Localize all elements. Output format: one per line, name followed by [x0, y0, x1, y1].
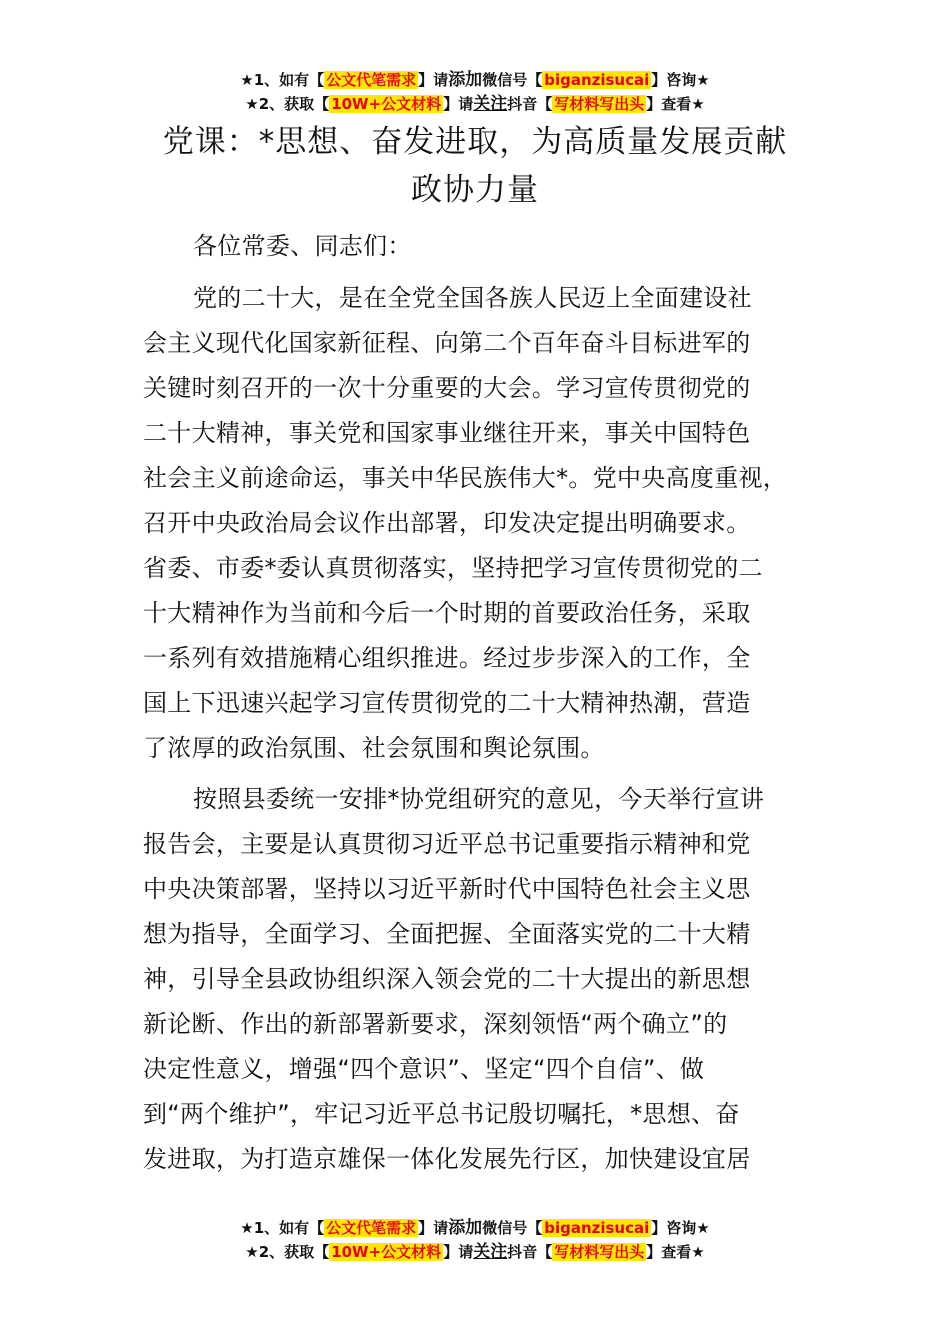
- paragraph-line: 报告会，主要是认真贯彻习近平总书记重要指示精神和党: [143, 830, 751, 858]
- promo-text: 微信号【: [482, 1219, 543, 1237]
- promo-text: ★1、如有【: [240, 1219, 325, 1237]
- paragraph-line: 决定性意义，增强“四个意识”、坚定“四个自信”、做: [143, 1055, 705, 1083]
- promo-highlight: 公文代笔需求: [326, 1219, 417, 1237]
- paragraph-line: 党的二十大，是在全党全国各族人民迈上全面建设社: [193, 284, 752, 312]
- paragraph-line: 国上下迅速兴起学习宣传贯彻党的二十大精神热潮，营造: [143, 689, 751, 717]
- paragraph-line: 社会主义前途命运，事关中华民族伟大*。党中央高度重视，: [143, 464, 788, 492]
- promo-highlight: 10W+公文材料: [331, 1243, 442, 1261]
- promo-text: ★2、获取【: [245, 1243, 330, 1261]
- paragraph-line: 中央决策部署，坚持以习近平新时代中国特色社会主义思: [143, 875, 751, 903]
- document-title: [90, 118, 860, 214]
- paragraph-1: [143, 276, 833, 771]
- promo-text: 】查看★: [646, 1243, 705, 1261]
- paragraph-line: 按照县委统一安排*协党组研究的意见，今天举行宣讲: [193, 785, 765, 813]
- paragraph-line: 十大精神作为当前和今后一个时期的首要政治任务，采取: [143, 599, 751, 627]
- title-line: 党课：*思想、奋发进取，为高质量发展贡献: [162, 124, 788, 160]
- promo-line-2: [0, 1240, 950, 1264]
- paragraph-line: 关键时刻召开的一次十分重要的大会。学习宣传贯彻党的: [143, 374, 751, 402]
- paragraph-line: 发进取，为打造京雄保一体化发展先行区，加快建设宜居: [143, 1145, 751, 1173]
- promo-text: 抖音【: [507, 95, 553, 113]
- promo-text: 】请: [443, 1243, 474, 1261]
- paragraph-line: 到“两个维护”，牢记习近平总书记殷切嘱托，*思想、奋: [143, 1100, 740, 1128]
- greeting-line: 各位常委、同志们：: [193, 232, 412, 260]
- promo-text: 】请: [443, 95, 474, 113]
- paragraph-line: 神，引导全县政协组织深入领会党的二十大提出的新思想: [143, 965, 751, 993]
- promo-text: 】请: [418, 71, 449, 89]
- promo-emphasis: 关注: [473, 1242, 508, 1262]
- promo-banner-bottom: [0, 1216, 950, 1264]
- promo-line-1: [0, 1216, 950, 1240]
- paragraph-line: 召开中央政治局会议作出部署，印发决定提出明确要求。: [143, 509, 751, 537]
- paragraph-line: 想为指导，全面学习、全面把握、全面落实党的二十大精: [143, 920, 751, 948]
- paragraph-2: [143, 777, 833, 1182]
- promo-douyin-id: 写材料写出头: [554, 95, 645, 113]
- promo-text: 】咨询★: [651, 71, 710, 89]
- paragraph-line: 了浓厚的政治氛围、社会氛围和舆论氛围。: [143, 734, 605, 762]
- promo-banner-top: [0, 68, 950, 116]
- promo-text: 】查看★: [646, 95, 705, 113]
- promo-wechat-id: biganzisucai: [544, 1219, 650, 1237]
- promo-line-2: [0, 92, 950, 116]
- title-line: 政协力量: [411, 172, 539, 208]
- promo-highlight: 公文代笔需求: [326, 71, 417, 89]
- promo-text: 微信号【: [482, 71, 543, 89]
- paragraph-line: 一系列有效措施精心组织推进。经过步步深入的工作，全: [143, 644, 751, 672]
- paragraph-line: 新论断、作出的新部署新要求，深刻领悟“两个确立”的: [143, 1010, 728, 1038]
- paragraph-line: 会主义现代化国家新征程、向第二个百年奋斗目标进军的: [143, 329, 751, 357]
- promo-emphasis: 关注: [473, 94, 508, 114]
- paragraph-line: 二十大精神，事关党和国家事业继往开来，事关中国特色: [143, 419, 751, 447]
- promo-text: ★1、如有【: [240, 71, 325, 89]
- promo-text: 】请: [418, 1219, 449, 1237]
- promo-highlight: 10W+公文材料: [331, 95, 442, 113]
- promo-text: 抖音【: [507, 1243, 553, 1261]
- promo-line-1: [0, 68, 950, 92]
- promo-douyin-id: 写材料写出头: [554, 1243, 645, 1261]
- promo-emphasis: 添加: [448, 70, 483, 90]
- promo-text: ★2、获取【: [245, 95, 330, 113]
- promo-emphasis: 添加: [448, 1218, 483, 1238]
- promo-text: 】咨询★: [651, 1219, 710, 1237]
- greeting: [143, 224, 833, 269]
- promo-wechat-id: biganzisucai: [544, 71, 650, 89]
- paragraph-line: 省委、市委*委认真贯彻落实，坚持把学习宣传贯彻党的二: [143, 554, 763, 582]
